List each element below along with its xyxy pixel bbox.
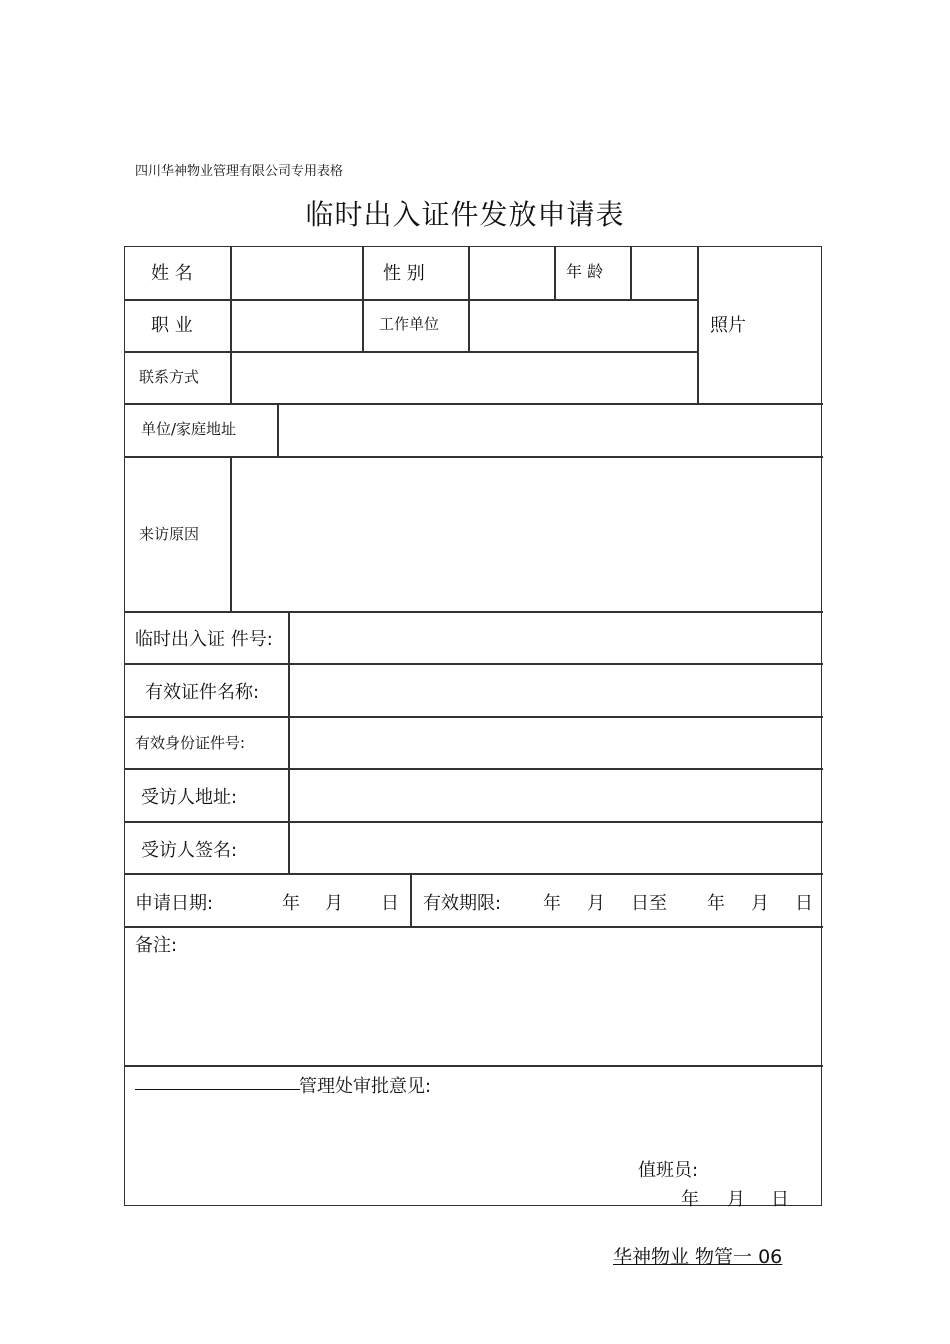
id-name-field[interactable] [289, 663, 822, 716]
duty-day-unit: 日 [771, 1189, 789, 1210]
remarks-label: 备注: [135, 935, 178, 956]
id-number-label: 有效身份证件号: [135, 734, 246, 752]
valid-start-year-unit: 年 [543, 893, 561, 914]
duty-officer-label: 值班员: [638, 1160, 699, 1181]
workplace-field[interactable] [469, 299, 697, 351]
id-name-label: 有效证件名称: [145, 682, 260, 703]
company-name: 四川华神物业管理有限公司专用表格 [135, 164, 344, 179]
apply-date-label: 申请日期: [135, 893, 214, 914]
approval-field[interactable] [125, 1097, 822, 1157]
host-sign-field[interactable] [289, 821, 822, 873]
address-label: 单位/家庭地址 [141, 420, 237, 438]
pass-number-label: 临时出入证 件号: [135, 629, 273, 650]
application-form [124, 246, 822, 1210]
reason-field[interactable] [231, 456, 822, 611]
department-blank [135, 1089, 300, 1090]
name-label: 姓 名 [151, 263, 193, 284]
approval-label: 管理处审批意见: [299, 1076, 432, 1097]
reason-label: 来访原因 [139, 525, 200, 543]
form-title: 临时出入证件发放申请表 [305, 198, 625, 231]
contact-field[interactable] [231, 351, 697, 403]
valid-end-month-unit: 月 [751, 893, 769, 914]
job-field[interactable] [231, 299, 362, 351]
address-field[interactable] [278, 403, 822, 456]
valid-start-month-unit: 月 [587, 893, 605, 914]
gender-label: 性 别 [383, 263, 425, 284]
host-address-label: 受访人地址: [141, 787, 238, 808]
valid-end-day-unit: 日 [795, 893, 813, 914]
age-label: 年 龄 [566, 262, 604, 281]
apply-month-unit: 月 [325, 893, 343, 914]
age-field[interactable] [631, 247, 697, 299]
form-code: 华神物业 物管一 06 [613, 1246, 783, 1268]
remarks-field[interactable] [125, 955, 822, 1065]
gender-field[interactable] [469, 247, 554, 299]
valid-end-year-unit: 年 [707, 893, 725, 914]
photo-label: 照片 [710, 315, 746, 336]
valid-period-label: 有效期限: [423, 893, 502, 914]
contact-label: 联系方式 [139, 368, 200, 386]
duty-month-unit: 月 [727, 1189, 745, 1210]
host-address-field[interactable] [289, 768, 822, 821]
host-sign-label: 受访人签名: [141, 840, 238, 861]
valid-start-day-unit: 日至 [631, 893, 667, 914]
apply-year-unit: 年 [282, 893, 300, 914]
duty-year-unit: 年 [681, 1189, 699, 1210]
apply-day-unit: 日 [381, 893, 399, 914]
name-field[interactable] [231, 247, 362, 299]
photo-box[interactable] [698, 247, 822, 403]
job-label: 职 业 [151, 315, 193, 336]
id-number-field[interactable] [289, 716, 822, 768]
workplace-label: 工作单位 [379, 315, 440, 333]
pass-number-field[interactable] [289, 611, 822, 663]
